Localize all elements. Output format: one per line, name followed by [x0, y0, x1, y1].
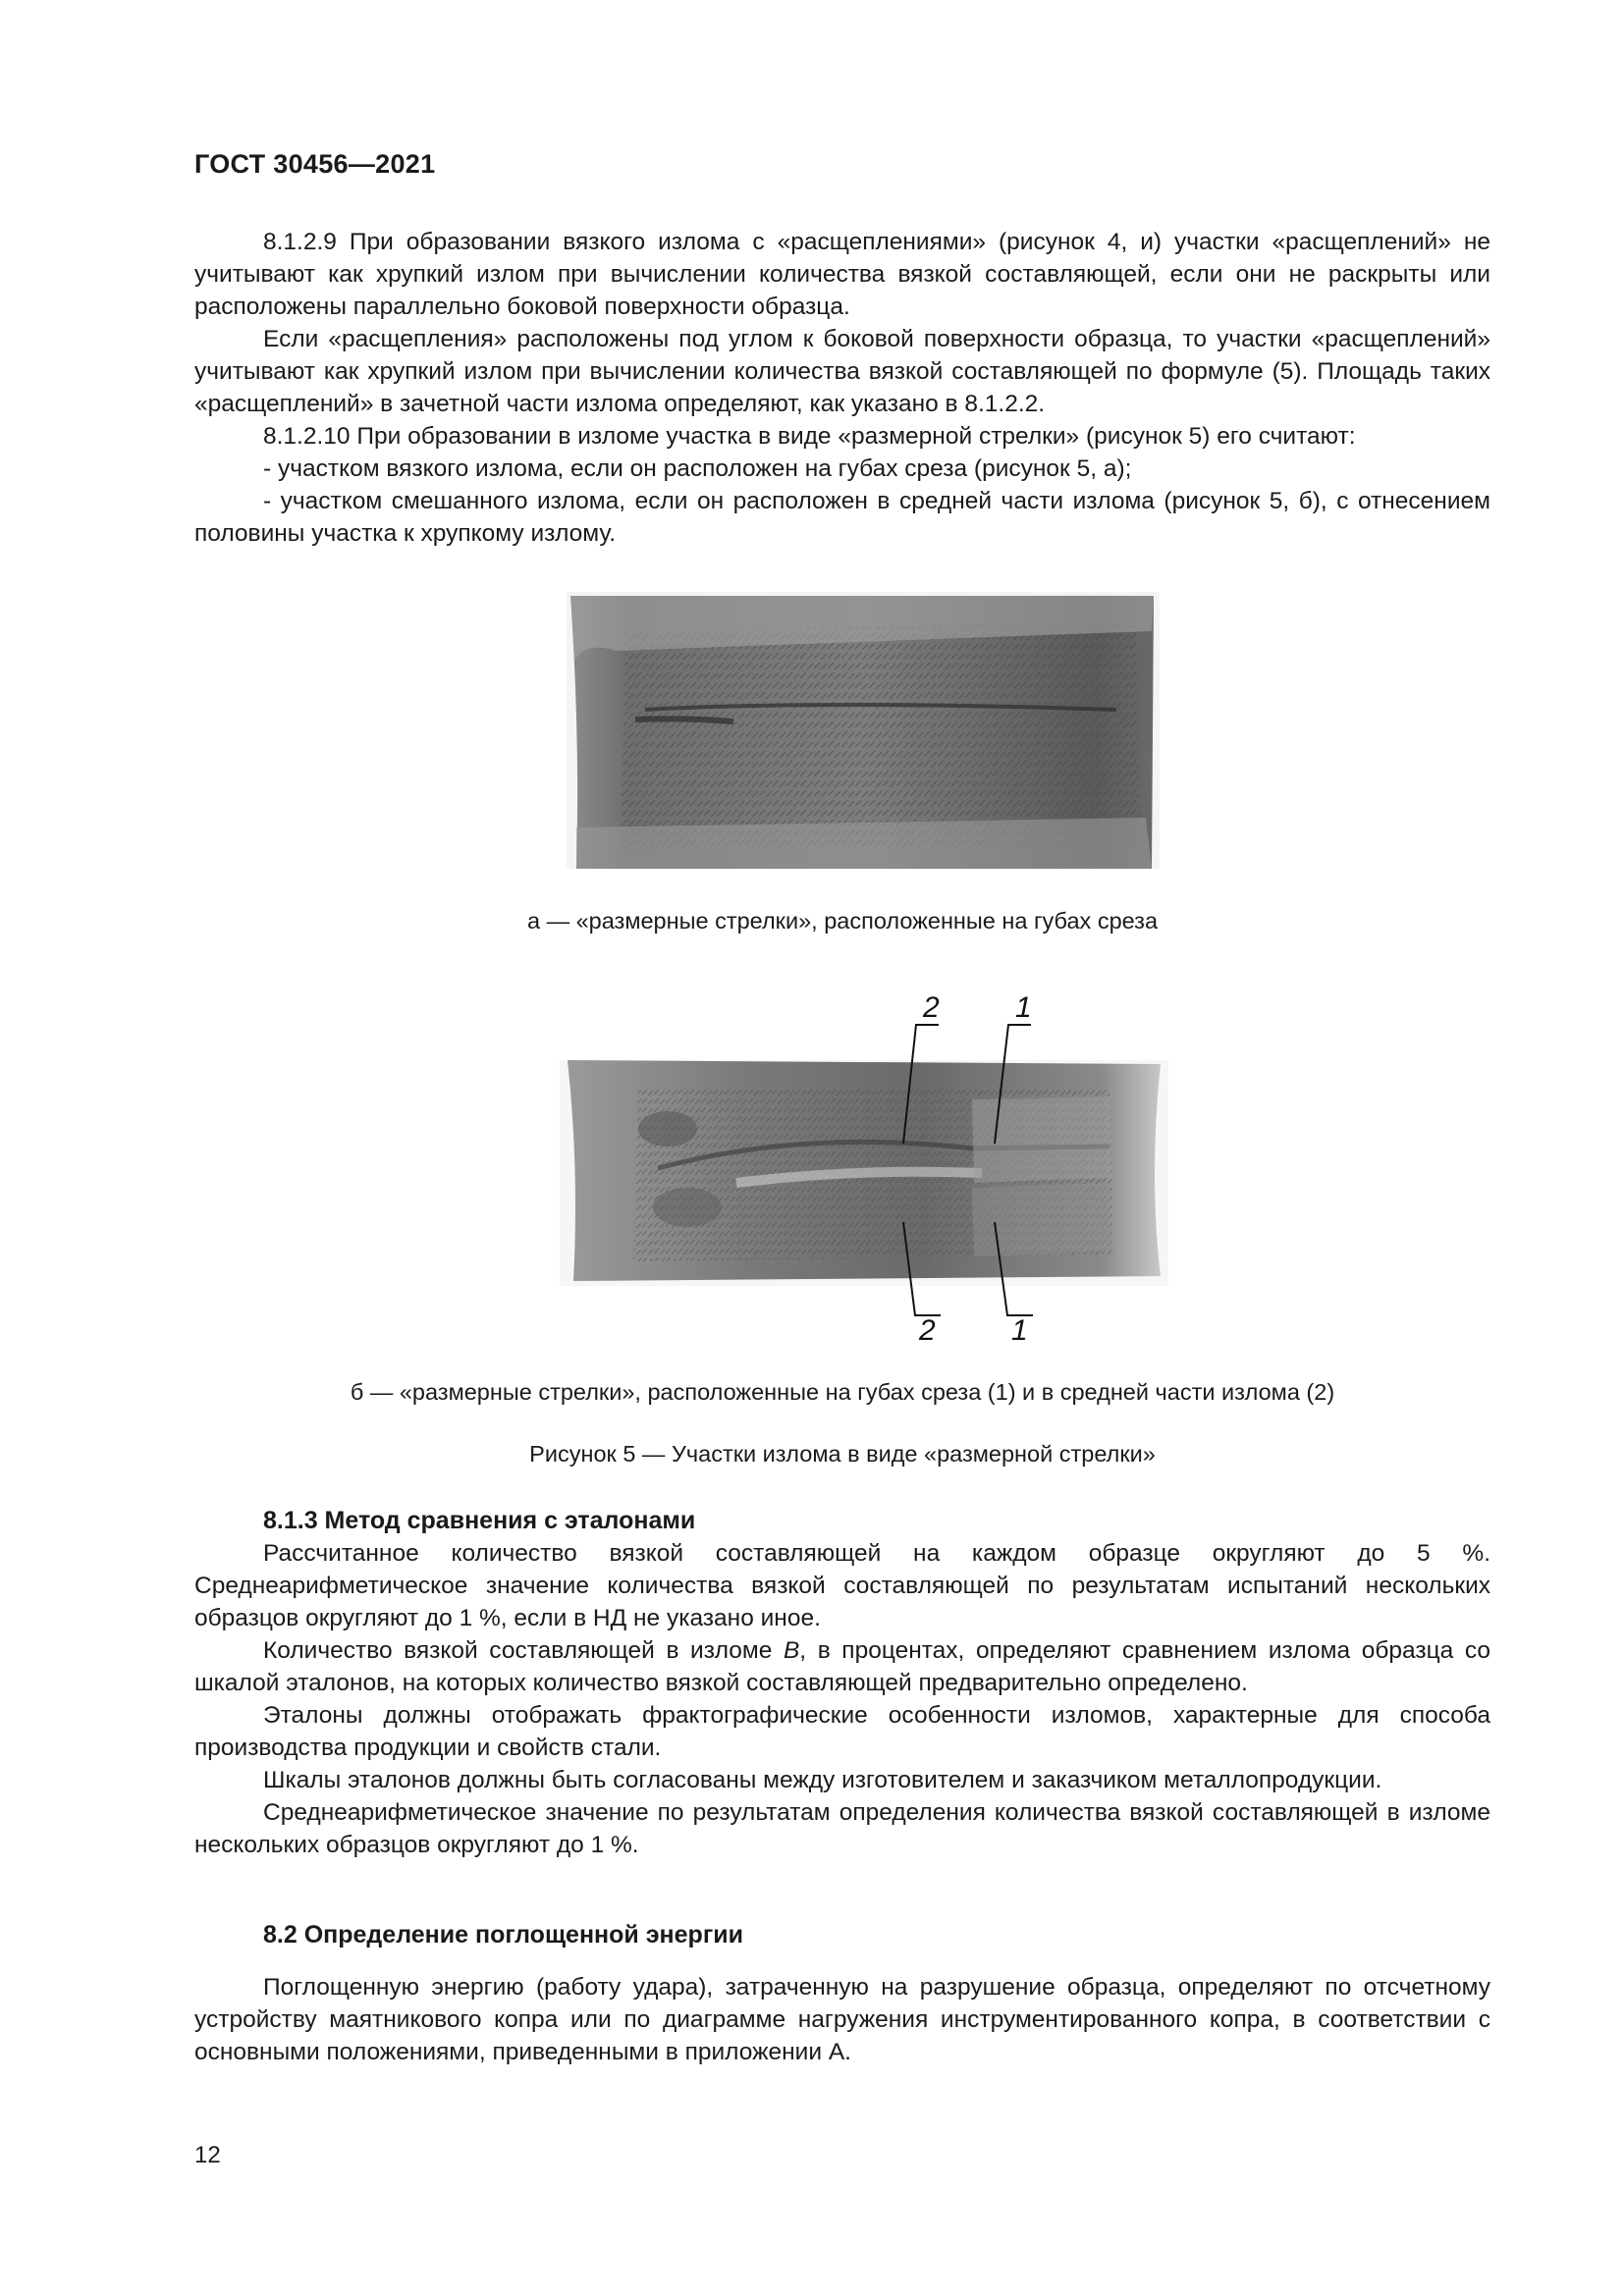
document-header: ГОСТ 30456—2021 [194, 149, 436, 179]
paragraph-standards: Эталоны должны отображать фрактографические особенности изломов, характерные для способа производства продукции и свойств стали. [194, 1702, 1490, 1761]
callout-label-1-top: 1 [1015, 991, 1032, 1024]
section-8-1-3 [194, 1505, 1490, 1861]
fracture-photo-b [560, 982, 1168, 1355]
paragraph-rounding: Рассчитанное количество вязкой составляющей на каждом образце округляют до 5 %. Среднеарифметическое значение количества вязкой составляющей по результатам испытаний нескольких образцов округляют до 1 %, если в НД не указано иное. [194, 1540, 1490, 1631]
variable-b: B [783, 1637, 800, 1664]
callout-label-2-top: 2 [923, 991, 940, 1024]
paragraph-absorbed-energy: Поглощенную энергию (работу удара), затраченную на разрушение образца, определяют по отсчетному устройству маятникового копра или по диаграмме нагружения инструментированного копра, в соответствии с основными положениями, приведенными в приложении А. [194, 1974, 1490, 2065]
paragraph-comparison [194, 1634, 1490, 1699]
paragraph-average: Среднеарифметическое значение по результатам определения количества вязкой составляющей в изломе нескольких образцов округляют до 1 %. [194, 1799, 1490, 1858]
callout-label-2-bottom: 2 [919, 1314, 936, 1347]
section-8-2 [194, 1919, 1490, 1951]
list-item-mixed: - участком смешанного излома, если он расположен в средней части излома (рисунок 5, б), с отнесением половины участка к хрупкому излому. [194, 488, 1490, 547]
list-item-ductile: - участком вязкого излома, если он расположен на губах среза (рисунок 5, а); [263, 455, 1132, 482]
paragraph-8-1-2-9: 8.1.2.9 При образовании вязкого излома с «расщеплениями» (рисунок 4, и) участки «расщеплений» не учитывают как хрупкий излом при вычислении количества вязкой составляющей, если они не раскрыты или расположены параллельно боковой поверхности образца. [194, 229, 1490, 320]
section-heading-8-2: 8.2 Определение поглощенной энергии [263, 1921, 743, 1949]
figure-title: Рисунок 5 — Участки излома в виде «размерной стрелки» [529, 1441, 1156, 1467]
top-text-block [194, 226, 1490, 550]
section-8-2-body [194, 1971, 1490, 2068]
fracture-photo-a [567, 592, 1160, 869]
paragraph-comparison-post: , в процентах, определяют сравнением излома образца со шкалой эталонов, на которых количество вязкой составляющей предварительно определено. [194, 1637, 1490, 1696]
section-heading-8-1-3: 8.1.3 Метод сравнения с эталонами [263, 1507, 696, 1534]
page-number: 12 [194, 2142, 221, 2168]
paragraph-agreement: Шкалы эталонов должны быть согласованы между изготовителем и заказчиком металлопродукции. [263, 1767, 1382, 1793]
caption-b: б — «размерные стрелки», расположенные на губах среза (1) и в средней части излома (2) [350, 1379, 1335, 1405]
caption-a: а — «размерные стрелки», расположенные на губах среза [526, 908, 1159, 934]
paragraph-comparison-pre: Количество вязкой составляющей в изломе [263, 1637, 784, 1664]
paragraph-8-1-2-10: 8.1.2.10 При образовании в изломе участка в виде «размерной стрелки» (рисунок 5) его считают: [263, 423, 1356, 450]
paragraph-splits-angle: Если «расщепления» расположены под углом к боковой поверхности образца, то участки «расщеплений» учитывают как хрупкий излом при вычислении количества вязкой составляющей по формуле (5). Площадь таких «расщеплений» в зачетной части излома определяют, как указано в 8.1.2.2. [194, 326, 1490, 417]
callout-label-1-bottom: 1 [1011, 1314, 1028, 1347]
